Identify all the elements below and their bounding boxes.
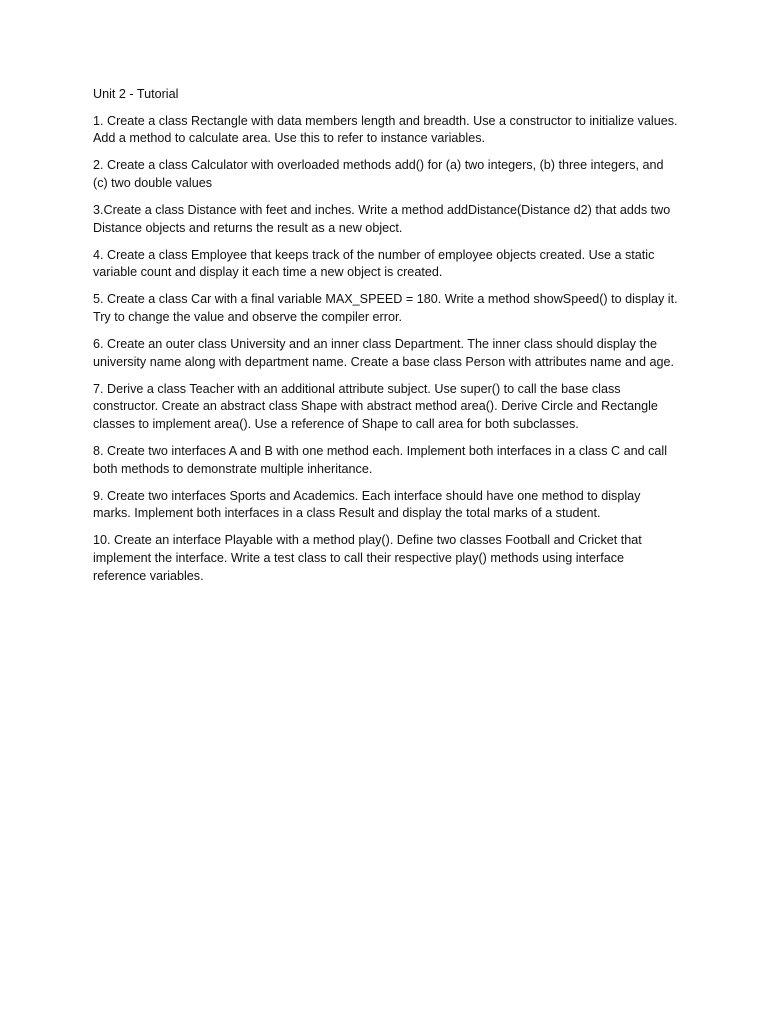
document-body: [93, 86, 678, 595]
question-6: 6. Create an outer class University and an inner class Department. The inner class should display the university name along with department name. Create a base class Person with attributes name and age.: [93, 337, 675, 369]
question-4: 4. Create a class Employee that keeps track of the number of employee objects created. Use a static variable count and display it each time a new object is created.: [93, 247, 655, 280]
question-3: 3.Create a class Distance with feet and inches. Write a method addDistance(Distance d2) that adds two Distance objects and returns the result as a new object.: [93, 202, 671, 235]
question-2: 2. Create a class Calculator with overloaded methods add() for (a) two integers, (b) three integers, and (c) two double values: [93, 158, 664, 190]
question-8: 8. Create two interfaces A and B with one method each. Implement both interfaces in a class C and call both methods to demonstrate multiple inheritance.: [93, 444, 668, 476]
question-7: 7. Derive a class Teacher with an additional attribute subject. Use super() to call the base class constructor. Create an abstract class Shape with abstract method area(). Derive Circle and Rectangle classes to implement area(). Use a reference of Shape to call area for both subclasses.: [93, 381, 658, 431]
question-9: 9. Create two interfaces Sports and Academics. Each interface should have one method to display marks. Implement both interfaces in a class Result and display the total marks of a student.: [93, 488, 641, 521]
question-1: 1. Create a class Rectangle with data members length and breadth. Use a constructor to initialize values. Add a method to calculate area. Use this to refer to instance variables.: [93, 113, 678, 146]
question-5: 5. Create a class Car with a final variable MAX_SPEED = 180. Write a method showSpeed() to display it. Try to change the value and observe the compiler error.: [93, 292, 678, 324]
document-title: Unit 2 - Tutorial: [93, 87, 179, 101]
question-10: 10. Create an interface Playable with a method play(). Define two classes Football and Cricket that implement the interface. Write a test class to call their respective play() methods using interface reference variables.: [93, 533, 642, 583]
